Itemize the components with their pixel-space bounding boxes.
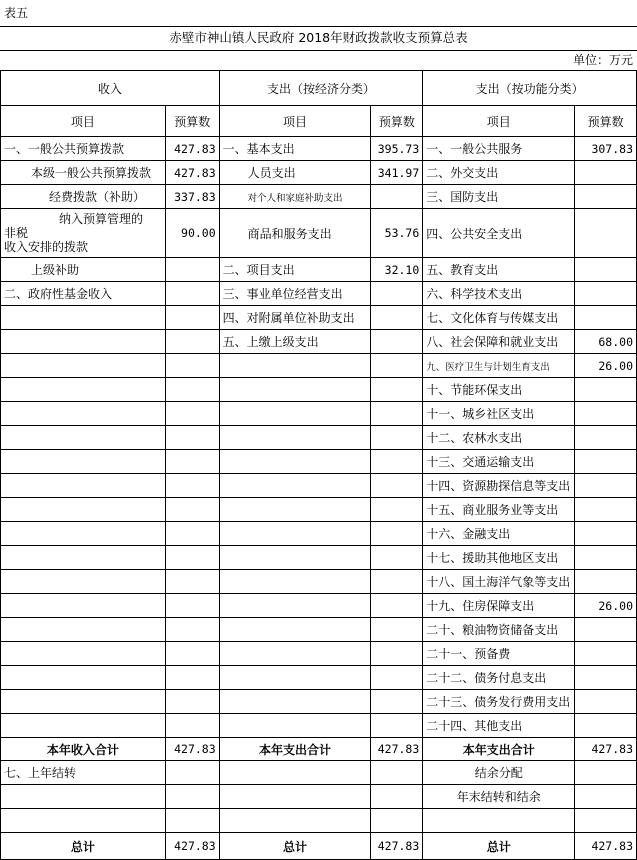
table-row: [1, 714, 637, 738]
income-empty: [1, 426, 166, 450]
func-label: 二、外交支出: [423, 161, 575, 185]
econ-empty-value: [371, 546, 423, 570]
totals-row: [1, 738, 637, 761]
econ-value: 32.10: [371, 258, 423, 282]
income-empty: [1, 330, 166, 354]
income-label-line3: 收入安排的拨款: [4, 240, 89, 254]
income-empty-value: [165, 426, 219, 450]
econ-empty-value: [371, 498, 423, 522]
econ-empty: [219, 570, 371, 594]
func-label: 十八、国土海洋气象等支出: [423, 570, 575, 594]
econ-empty-value: [371, 402, 423, 426]
func-value: [575, 642, 637, 666]
income-empty-value: [165, 809, 219, 833]
table-row: [1, 378, 637, 402]
table-row: [1, 137, 637, 161]
income-empty-value: [165, 498, 219, 522]
econ-budget-header: 预算数: [371, 106, 423, 137]
income-empty-value: [165, 474, 219, 498]
grand-total-row: [1, 833, 637, 860]
table-row: [1, 185, 637, 209]
func-value: [575, 282, 637, 306]
income-empty: [1, 306, 166, 330]
econ-empty-value: [371, 522, 423, 546]
func-label: 十、节能环保支出: [423, 378, 575, 402]
econ-value: [371, 306, 423, 330]
income-label: 经费拨款（补助）: [1, 185, 166, 209]
table-tag: 表五: [4, 6, 29, 20]
income-empty-value: [165, 594, 219, 618]
income-value: 337.83: [165, 185, 219, 209]
income-grand-label: 总计: [1, 833, 166, 860]
income-empty-value: [165, 330, 219, 354]
income-empty: [1, 714, 166, 738]
surplus-dist-value: [575, 761, 637, 785]
econ-empty: [219, 666, 371, 690]
income-value: [165, 258, 219, 282]
func-label: 二十、粮油物资储备支出: [423, 618, 575, 642]
table-row: [1, 402, 637, 426]
func-value: 68.00: [575, 330, 637, 354]
econ-empty: [219, 474, 371, 498]
func-label: 十六、金融支出: [423, 522, 575, 546]
econ-empty: [219, 594, 371, 618]
table-row: [1, 522, 637, 546]
func-value: 26.00: [575, 594, 637, 618]
econ-empty: [219, 690, 371, 714]
econ-label: 三、事业单位经营支出: [219, 282, 371, 306]
econ-empty-value: [371, 474, 423, 498]
table-row: [1, 161, 637, 185]
carry-value: [165, 761, 219, 785]
econ-value: [371, 185, 423, 209]
func-label: 二十四、其他支出: [423, 714, 575, 738]
income-empty: [1, 546, 166, 570]
income-item-header: 项目: [1, 106, 166, 137]
func-value: [575, 306, 637, 330]
func-label: 十二、农林水支出: [423, 426, 575, 450]
econ-empty: [219, 546, 371, 570]
income-empty: [1, 690, 166, 714]
econ-empty: [219, 785, 371, 809]
table-row: [1, 450, 637, 474]
func-value: [575, 474, 637, 498]
econ-empty-value: [371, 809, 423, 833]
func-label: 六、科学技术支出: [423, 282, 575, 306]
func-value: [575, 690, 637, 714]
func-value: [575, 378, 637, 402]
econ-item-header: 项目: [219, 106, 371, 137]
income-empty-value: [165, 522, 219, 546]
econ-empty-value: [371, 666, 423, 690]
income-empty-value: [165, 306, 219, 330]
econ-empty: [219, 354, 371, 378]
econ-value: 341.97: [371, 161, 423, 185]
income-empty-value: [165, 690, 219, 714]
econ-empty-value: [371, 785, 423, 809]
income-empty-value: [165, 785, 219, 809]
table-row: [1, 426, 637, 450]
econ-empty: [219, 522, 371, 546]
func-item-header: 项目: [423, 106, 575, 137]
table-row: [1, 570, 637, 594]
income-value: 427.83: [165, 137, 219, 161]
econ-empty: [219, 714, 371, 738]
income-empty-value: [165, 450, 219, 474]
func-label: 十三、交通运输支出: [423, 450, 575, 474]
func-value: [575, 522, 637, 546]
func-label: 八、社会保障和就业支出: [423, 330, 575, 354]
income-budget-header: 预算数: [165, 106, 219, 137]
econ-empty-value: [371, 690, 423, 714]
econ-empty: [219, 761, 371, 785]
func-value: [575, 185, 637, 209]
econ-label: 五、上缴上级支出: [219, 330, 371, 354]
econ-grand-value: 427.83: [371, 833, 423, 860]
table-row: [1, 498, 637, 522]
econ-empty-value: [371, 714, 423, 738]
econ-empty: [219, 450, 371, 474]
group-header-row: [1, 71, 637, 106]
econ-empty-value: [371, 378, 423, 402]
income-empty: [1, 809, 166, 833]
table-row: [1, 209, 637, 258]
func-label: 十一、城乡社区支出: [423, 402, 575, 426]
func-label: 九、医疗卫生与计划生育支出: [423, 354, 575, 378]
func-label: 十四、资源勘探信息等支出: [423, 474, 575, 498]
func-grand-label: 总计: [423, 833, 575, 860]
income-empty: [1, 570, 166, 594]
econ-label: 二、项目支出: [219, 258, 371, 282]
func-value: [575, 426, 637, 450]
table-row: [1, 306, 637, 330]
func-value: [575, 618, 637, 642]
year-end-label: 年末结转和结余: [423, 785, 575, 809]
func-total-value: 427.83: [575, 738, 637, 761]
income-total-value: 427.83: [165, 738, 219, 761]
table-row: [1, 282, 637, 306]
econ-empty: [219, 642, 371, 666]
econ-label: 商品和服务支出: [219, 209, 371, 258]
econ-empty-value: [371, 450, 423, 474]
table-row: [1, 666, 637, 690]
carry-label: 七、上年结转: [1, 761, 166, 785]
income-empty-value: [165, 402, 219, 426]
econ-label: 一、基本支出: [219, 137, 371, 161]
econ-grand-label: 总计: [219, 833, 371, 860]
income-empty-value: [165, 546, 219, 570]
func-label: 十五、商业服务业等支出: [423, 498, 575, 522]
func-total-label: 本年支出合计: [423, 738, 575, 761]
income-label: 本级一般公共预算拨款: [1, 161, 166, 185]
func-value: [575, 714, 637, 738]
econ-empty-value: [371, 642, 423, 666]
income-label: 一、一般公共预算拨款: [1, 137, 166, 161]
income-value: [165, 282, 219, 306]
econ-label: 人员支出: [219, 161, 371, 185]
func-label: 十七、援助其他地区支出: [423, 546, 575, 570]
econ-empty: [219, 498, 371, 522]
func-grand-value: 427.83: [575, 833, 637, 860]
table-row: [1, 761, 637, 785]
income-empty: [1, 450, 166, 474]
table-row: [1, 785, 637, 809]
econ-value: 395.73: [371, 137, 423, 161]
income-empty-value: [165, 642, 219, 666]
econ-empty-value: [371, 354, 423, 378]
income-empty-value: [165, 354, 219, 378]
income-empty: [1, 402, 166, 426]
econ-empty-value: [371, 618, 423, 642]
table-row: [1, 618, 637, 642]
func-label: 二十二、债务付息支出: [423, 666, 575, 690]
income-label: 上级补助: [1, 258, 166, 282]
table-row: [1, 642, 637, 666]
page-title: 赤壁市神山镇人民政府 2018年财政拨款收支预算总表: [169, 30, 468, 45]
func-value: [575, 546, 637, 570]
income-empty: [1, 594, 166, 618]
income-empty: [1, 378, 166, 402]
column-header-row: [1, 106, 637, 137]
econ-empty: [219, 809, 371, 833]
func-value: [575, 498, 637, 522]
econ-empty-value: [371, 761, 423, 785]
income-label-line1: 纳入预算管理的: [59, 212, 144, 226]
econ-empty-value: [371, 426, 423, 450]
income-label: [1, 209, 166, 258]
income-label: 二、政府性基金收入: [1, 282, 166, 306]
func-budget-header: 预算数: [575, 106, 637, 137]
income-empty-value: [165, 378, 219, 402]
income-empty: [1, 618, 166, 642]
income-empty: [1, 474, 166, 498]
func-label: 七、文化体育与传媒支出: [423, 306, 575, 330]
func-value: 26.00: [575, 354, 637, 378]
func-label: 二十一、预备费: [423, 642, 575, 666]
econ-empty-value: [371, 594, 423, 618]
func-label: 十九、住房保障支出: [423, 594, 575, 618]
income-empty: [1, 785, 166, 809]
econ-empty: [219, 402, 371, 426]
income-group-header: 收入: [1, 71, 220, 106]
func-value: [575, 402, 637, 426]
table-row: [1, 474, 637, 498]
income-empty-value: [165, 666, 219, 690]
econ-total-label: 本年支出合计: [219, 738, 371, 761]
income-total-label: 本年收入合计: [1, 738, 166, 761]
budget-table: [0, 70, 637, 860]
func-label: 三、国防支出: [423, 185, 575, 209]
func-value: [575, 258, 637, 282]
econ-label: 对个人和家庭补助支出: [219, 185, 371, 209]
income-empty: [1, 522, 166, 546]
func-label: 五、教育支出: [423, 258, 575, 282]
econ-value: [371, 282, 423, 306]
income-empty-value: [165, 618, 219, 642]
func-value: [575, 209, 637, 258]
econ-value: [371, 330, 423, 354]
func-empty-value: [575, 809, 637, 833]
func-value: [575, 450, 637, 474]
econ-group-header: 支出（按经济分类）: [219, 71, 423, 106]
econ-empty: [219, 618, 371, 642]
func-value: [575, 666, 637, 690]
income-empty: [1, 354, 166, 378]
surplus-dist-label: 结余分配: [423, 761, 575, 785]
func-label: 四、公共安全支出: [423, 209, 575, 258]
func-value: [575, 161, 637, 185]
econ-value: 53.76: [371, 209, 423, 258]
income-empty-value: [165, 714, 219, 738]
income-empty: [1, 498, 166, 522]
income-value: 427.83: [165, 161, 219, 185]
func-label: 一、一般公共服务: [423, 137, 575, 161]
econ-label: 四、对附属单位补助支出: [219, 306, 371, 330]
income-empty-value: [165, 570, 219, 594]
func-group-header: 支出（按功能分类）: [423, 71, 637, 106]
income-label-line2: 非税: [4, 226, 29, 240]
unit-label: 单位：万元: [572, 53, 633, 67]
econ-empty-value: [371, 570, 423, 594]
income-empty: [1, 666, 166, 690]
year-end-value: [575, 785, 637, 809]
table-row: [1, 809, 637, 833]
income-empty: [1, 642, 166, 666]
func-value: 307.83: [575, 137, 637, 161]
table-row: [1, 354, 637, 378]
func-label: 二十三、债务发行费用支出: [423, 690, 575, 714]
income-value: 90.00: [165, 209, 219, 258]
func-empty: [423, 809, 575, 833]
econ-empty: [219, 378, 371, 402]
table-row: [1, 258, 637, 282]
table-row: [1, 546, 637, 570]
income-grand-value: 427.83: [165, 833, 219, 860]
table-row: [1, 690, 637, 714]
func-value: [575, 570, 637, 594]
econ-total-value: 427.83: [371, 738, 423, 761]
table-row: [1, 594, 637, 618]
table-row: [1, 330, 637, 354]
econ-empty: [219, 426, 371, 450]
